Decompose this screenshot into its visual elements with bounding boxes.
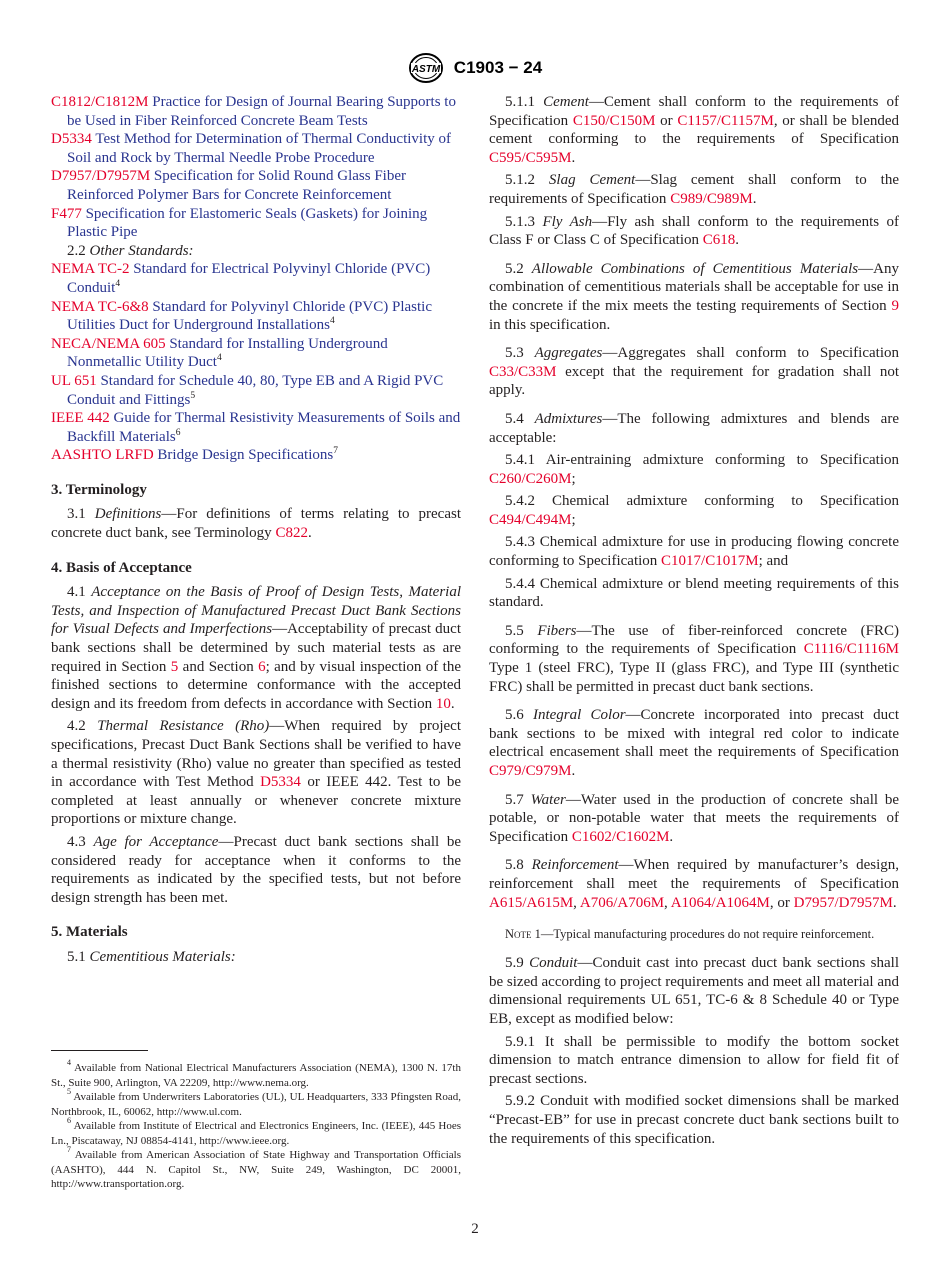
footnote-text: Available from Underwriters Laboratories (UL), UL Headquarters, 333 Pfingsten Road, Northbrook, IL, 60062, http://www.ul.com. bbox=[51, 1091, 461, 1118]
reference-code[interactable]: NEMA TC-6&8 bbox=[51, 298, 149, 315]
cross-reference-link[interactable]: A1064/A1064M bbox=[670, 894, 770, 911]
reference-item bbox=[51, 372, 461, 409]
footnote-number: 4 bbox=[67, 1058, 71, 1067]
section-number: 5.4.4 bbox=[505, 575, 535, 592]
footnote-7 bbox=[51, 1145, 461, 1192]
cross-reference-link[interactable]: C494/C494M bbox=[489, 511, 572, 528]
term: Integral Color bbox=[532, 707, 626, 724]
paragraph-5-2 bbox=[489, 260, 899, 334]
cross-reference-link[interactable]: C989/C989M bbox=[670, 190, 753, 207]
term: Cementitious Materials: bbox=[89, 948, 236, 965]
cross-reference-link[interactable]: 10 bbox=[435, 695, 451, 712]
body-text: —For definitions of terms relating to precast concrete duct bank, see Terminology bbox=[51, 506, 462, 542]
body-text: in this specification. bbox=[489, 316, 611, 333]
section-number: 5.3 bbox=[505, 345, 524, 362]
cross-reference-link[interactable]: C1602/C1602M bbox=[571, 828, 670, 845]
term: Thermal Resistance (Rho) bbox=[97, 718, 270, 735]
footnote-marker: 4 bbox=[330, 316, 335, 327]
cross-reference-link[interactable]: C595/C595M bbox=[489, 149, 572, 166]
note-text: —Typical manufacturing procedures do not require reinforcement. bbox=[540, 927, 875, 942]
cross-reference-link[interactable]: D5334 bbox=[260, 774, 301, 791]
paragraph-3-1 bbox=[51, 505, 461, 542]
body-text: , or shall be blended cement conforming to the requirements of Specification bbox=[489, 112, 900, 148]
paragraph-5-3 bbox=[489, 344, 899, 400]
term: Fibers bbox=[537, 622, 577, 639]
footnote-marker: 5 bbox=[190, 390, 196, 401]
body-text: —The following admixtures and blends are acceptable: bbox=[489, 410, 899, 446]
body-text: —Any combination of cementitious materials shall be acceptable for use in the concrete if the mix meets the testing requirements of Section bbox=[489, 260, 899, 314]
section-number: 3.1 bbox=[67, 506, 86, 523]
note-label: Note 1 bbox=[505, 927, 541, 942]
standard-designation: C1903 − 24 bbox=[453, 58, 543, 77]
paragraph-5-9 bbox=[489, 954, 899, 1028]
svg-text:ASTM: ASTM bbox=[411, 64, 440, 75]
term: Reinforcement bbox=[531, 857, 619, 874]
body-text: . bbox=[752, 190, 757, 207]
reference-code[interactable]: C1812/C1812M bbox=[51, 94, 149, 110]
section-number: 5.6 bbox=[505, 707, 524, 724]
term: Slag Cement bbox=[548, 172, 636, 189]
paragraph-5-1-1 bbox=[489, 93, 899, 167]
cross-reference-link[interactable]: D7957/D7957M bbox=[793, 894, 893, 911]
left-column bbox=[51, 93, 461, 967]
reference-title[interactable]: Test Method for Determination of Thermal Conductivity of Soil and Rock by Thermal Needle Probe Procedure bbox=[67, 131, 452, 166]
body-text: Conduit with modified socket dimensions shall be marked “Precast-EB” for use in precast concrete duct bank sections built to the requirements of this specification. bbox=[489, 1093, 899, 1147]
section-number: 4.2 bbox=[67, 718, 86, 735]
term: Aggregates bbox=[534, 345, 603, 362]
term: Definitions bbox=[94, 506, 162, 523]
note-1 bbox=[489, 926, 899, 942]
section-number: 5.7 bbox=[505, 791, 524, 808]
reference-item bbox=[51, 167, 461, 204]
body-text: except that the requirement for gradation shall not apply. bbox=[489, 363, 899, 399]
paragraph-5-9-1 bbox=[489, 1033, 899, 1089]
footnote-6 bbox=[51, 1116, 461, 1148]
term: Fly Ash bbox=[542, 213, 593, 230]
section-number: 5.1.1 bbox=[505, 94, 535, 110]
body-text: —Concrete incorporated into precast duct bank sections to be mixed with integral red color to indicate electrical encasement shall meet the requirements of Specification bbox=[489, 707, 900, 761]
cross-reference-link[interactable]: C1157/C1157M bbox=[677, 112, 774, 129]
body-text: —When required by project specifications, Precast Duct Bank Sections shall be verified to have a thermal resistivity (Rho) value no greater than specified as tested in accordance with Test Method bbox=[51, 718, 462, 791]
paragraph-5-7 bbox=[489, 791, 899, 847]
body-text: . bbox=[571, 763, 576, 779]
reference-code[interactable]: IEEE 442 bbox=[51, 410, 110, 427]
paragraph-5-6 bbox=[489, 706, 899, 780]
footnote-marker: 7 bbox=[333, 446, 338, 457]
cross-reference-link[interactable]: 6 bbox=[258, 658, 266, 675]
footnote-marker: 6 bbox=[175, 427, 181, 438]
section-number: 5.9.2 bbox=[505, 1093, 535, 1110]
body-text: Chemical admixture for use in producing flowing concrete conforming to Specification bbox=[489, 534, 900, 570]
section-heading-materials: 5. Materials bbox=[51, 924, 128, 941]
cross-reference-link[interactable]: C150/C150M bbox=[572, 112, 656, 129]
cross-reference-link[interactable]: A706/A706M bbox=[579, 894, 665, 911]
reference-item bbox=[51, 205, 461, 242]
body-text: , or bbox=[769, 894, 794, 911]
section-number: 5.4.2 bbox=[505, 493, 535, 510]
paragraph-5-1-3 bbox=[489, 213, 899, 250]
cross-reference-link[interactable]: C822 bbox=[275, 525, 308, 542]
paragraph-5-4-3 bbox=[489, 533, 899, 570]
body-text: —Fly ash shall conform to the requirements of Class F or Class C of Specification bbox=[489, 213, 900, 249]
body-text: —Cement shall conform to the requirements of Specification bbox=[489, 94, 900, 129]
reference-title[interactable]: Specification for Elastomeric Seals (Gaskets) for Joining Plastic Pipe bbox=[67, 205, 428, 241]
reference-code[interactable]: F477 bbox=[51, 205, 82, 222]
reference-item bbox=[51, 335, 461, 372]
reference-title[interactable]: Standard for Electrical Polyvinyl Chloride (PVC) Conduit bbox=[67, 261, 431, 296]
section-number: 4.1 bbox=[67, 584, 86, 601]
body-text: ; and by visual inspection of the finished sections to determine conformance with the accepted design and its freedom from defects in accordance with Section bbox=[51, 658, 461, 712]
reference-item bbox=[51, 130, 461, 167]
footnote-number: 7 bbox=[67, 1145, 71, 1154]
cross-reference-link[interactable]: 9 bbox=[891, 297, 899, 314]
body-text: —Water used in the production of concrete shall be potable, or non-potable water that meets the requirements of Specification bbox=[489, 791, 900, 845]
section-number: 5.9.1 bbox=[505, 1033, 535, 1050]
body-text: . bbox=[892, 894, 897, 911]
body-text: . bbox=[669, 828, 674, 845]
reference-item bbox=[51, 446, 461, 465]
body-text: Type 1 (steel FRC), Type II (glass FRC), and Type III (synthetic FRC) shall be permitted in precast duct bank sections. bbox=[489, 660, 899, 695]
body-text: ; bbox=[571, 470, 576, 487]
section-number: 5.1.3 bbox=[505, 213, 535, 230]
term: Conduit bbox=[529, 955, 578, 972]
body-text: Air-entraining admixture conforming to Specification bbox=[545, 452, 899, 469]
term: Admixtures bbox=[534, 410, 603, 427]
reference-code[interactable]: AASHTO LRFD bbox=[51, 447, 154, 464]
body-text: or IEEE 442. Test to be completed at least annually or whenever concrete mixture proportions or mixture change. bbox=[51, 774, 461, 828]
term: Age for Acceptance bbox=[93, 833, 219, 850]
cross-reference-link[interactable]: 5 bbox=[170, 658, 179, 675]
section-number: 5.4.1 bbox=[505, 452, 535, 469]
reference-code[interactable]: NEMA TC-2 bbox=[51, 261, 130, 278]
section-number: 5.2 bbox=[505, 260, 524, 277]
cross-reference-link[interactable]: C1116/C1116M bbox=[803, 641, 899, 658]
body-text: ; and bbox=[758, 553, 789, 570]
section-heading-basis-of-acceptance: 4. Basis of Acceptance bbox=[51, 559, 192, 576]
paragraph-5-9-2 bbox=[489, 1092, 899, 1148]
reference-title[interactable]: Standard for Installing Underground Nonmetallic Utility Duct bbox=[67, 335, 388, 371]
paragraph-5-8 bbox=[489, 856, 899, 912]
footnote-number: 5 bbox=[67, 1087, 71, 1096]
body-text: —When required by manufacturer’s design, reinforcement shall meet the requirements of Specification bbox=[489, 857, 900, 892]
term: Acceptance on the Basis of Proof of Design Tests, Material Tests, and Inspection of Manufactured Precast Duct Bank Sections for Visual Defects and Imperfections bbox=[51, 584, 461, 638]
term: Cement bbox=[543, 94, 589, 110]
reference-title[interactable]: Practice for Design of Journal Bearing Supports to be Used in Fiber Reinforced Concrete Beam Tests bbox=[67, 94, 456, 129]
body-text: , bbox=[573, 894, 580, 911]
paragraph-5-1 bbox=[51, 948, 461, 967]
section-heading-terminology: 3. Terminology bbox=[51, 481, 147, 498]
reference-code[interactable]: NECA/NEMA 605 bbox=[51, 335, 166, 352]
paragraph-5-5 bbox=[489, 622, 899, 696]
reference-title[interactable]: Guide for Thermal Resistivity Measurements of Soils and Backfill Materials bbox=[67, 410, 461, 445]
reference-code[interactable]: UL 651 bbox=[51, 372, 97, 389]
section-number: 5.1 bbox=[67, 948, 86, 965]
astm-reference-list bbox=[51, 93, 461, 242]
reference-item bbox=[51, 260, 461, 297]
footnote-text: Available from American Association of State Highway and Transportation Officials (AASHTO), 444 N. Capitol St., NW, Suite 249, Washington, DC 20001, http://www.transportation.org. bbox=[51, 1149, 461, 1190]
term: Allowable Combinations of Cementitious Materials bbox=[531, 260, 859, 277]
reference-item bbox=[51, 298, 461, 335]
other-reference-list bbox=[51, 260, 461, 465]
section-number: 5.8 bbox=[505, 857, 524, 874]
body-text: . bbox=[307, 525, 312, 542]
body-text: , bbox=[664, 894, 671, 911]
section-number: 5.1.2 bbox=[505, 172, 535, 189]
section-number: 5.4.3 bbox=[505, 534, 535, 551]
astm-logo-icon bbox=[408, 52, 444, 84]
reference-title[interactable]: Bridge Design Specifications bbox=[157, 447, 334, 464]
section-number: 5.5 bbox=[505, 622, 524, 639]
section-number: 2.2 bbox=[67, 242, 86, 259]
right-column bbox=[489, 93, 899, 1148]
cross-reference-link[interactable]: A615/A615M bbox=[489, 894, 574, 911]
cross-reference-link[interactable]: C618 bbox=[702, 232, 736, 249]
paragraph-4-2 bbox=[51, 717, 461, 829]
body-text: —Precast duct bank sections shall be considered ready for acceptance when it conforms to the requirements as indicated by the specified tests, but not before design strength has been met. bbox=[51, 833, 461, 906]
section-number: 5.4 bbox=[505, 410, 524, 427]
footnote-4 bbox=[51, 1058, 461, 1090]
body-text: Chemical admixture or blend meeting requirements of this standard. bbox=[489, 575, 899, 611]
paragraph-5-4-1 bbox=[489, 451, 899, 488]
cross-reference-link[interactable]: C979/C979M bbox=[489, 763, 572, 779]
body-text: . bbox=[571, 149, 576, 166]
footnotes bbox=[51, 1050, 461, 1192]
footnote-marker: 4 bbox=[115, 278, 121, 289]
body-text: . bbox=[735, 232, 740, 249]
reference-title[interactable]: Specification for Solid Round Glass Fiber Reinforced Polymer Bars for Concrete Reinforcement bbox=[67, 168, 406, 203]
footnote-marker: 4 bbox=[216, 353, 222, 364]
body-text: or bbox=[655, 112, 678, 129]
footnote-text: Available from National Electrical Manufacturers Association (NEMA), 1300 N. 17th St., Suite 900, Arlington, VA 22209, http://www.nema.org. bbox=[51, 1062, 461, 1089]
body-text: —Aggregates shall conform to Specification bbox=[602, 345, 899, 362]
paragraph-4-1 bbox=[51, 583, 461, 713]
section-number: 5.9 bbox=[505, 955, 524, 972]
cross-reference-link[interactable]: C260/C260M bbox=[489, 470, 572, 487]
term: Water bbox=[530, 791, 566, 808]
body-text: ; bbox=[571, 511, 576, 528]
body-text: It shall be permissible to modify the bottom socket dimension to match entrance dimension to allow for field fit of precast sections. bbox=[489, 1033, 900, 1087]
body-text: . bbox=[450, 695, 455, 712]
page-number: 2 bbox=[471, 1221, 479, 1237]
subsection-title: Other Standards: bbox=[89, 242, 194, 259]
paragraph-4-3 bbox=[51, 833, 461, 907]
footnote-text: Available from Institute of Electrical and Electronics Engineers, Inc. (IEEE), 445 Hoes Ln., Piscataway, NJ 08854-4141, http://www.ieee.org. bbox=[51, 1120, 461, 1147]
paragraph-5-4 bbox=[489, 410, 899, 447]
cross-reference-link[interactable]: C1017/C1017M bbox=[661, 553, 759, 570]
body-text: Chemical admixture conforming to Specification bbox=[551, 493, 899, 510]
reference-item bbox=[51, 409, 461, 446]
footnote-number: 6 bbox=[67, 1116, 71, 1125]
page-header bbox=[0, 52, 950, 84]
body-text: —Conduit cast into precast duct bank sections shall be sized according to project requirements and meet all material and dimensional requirements UL 651, TC-6 & 8 Schedule 40 or Type EB, except as modified below: bbox=[489, 955, 900, 1027]
reference-title[interactable]: Standard for Schedule 40, 80, Type EB and A Rigid PVC Conduit and Fittings bbox=[67, 372, 444, 408]
paragraph-5-4-4 bbox=[489, 575, 899, 612]
footnote-5 bbox=[51, 1087, 461, 1119]
reference-code[interactable]: D5334 bbox=[51, 131, 92, 148]
footnote-divider bbox=[51, 1050, 148, 1051]
body-text: —Acceptability of precast duct bank sections shall be determined by such material tests as are required in Section bbox=[51, 621, 461, 675]
subsection-other-standards bbox=[51, 242, 461, 261]
reference-item bbox=[51, 93, 461, 130]
paragraph-5-4-2 bbox=[489, 492, 899, 529]
body-text: —The use of fiber-reinforced concrete (FRC) conforming to the requirements of Specification bbox=[489, 622, 900, 658]
body-text: —Slag cement shall conform to the requirements of Specification bbox=[489, 172, 899, 207]
reference-code[interactable]: D7957/D7957M bbox=[51, 168, 151, 185]
reference-title[interactable]: Standard for Polyvinyl Chloride (PVC) Plastic Utilities Duct for Underground Installations bbox=[67, 298, 432, 334]
cross-reference-link[interactable]: C33/C33M bbox=[489, 363, 557, 380]
paragraph-5-1-2 bbox=[489, 171, 899, 208]
body-text: and Section bbox=[178, 658, 259, 675]
section-number: 4.3 bbox=[67, 833, 86, 850]
